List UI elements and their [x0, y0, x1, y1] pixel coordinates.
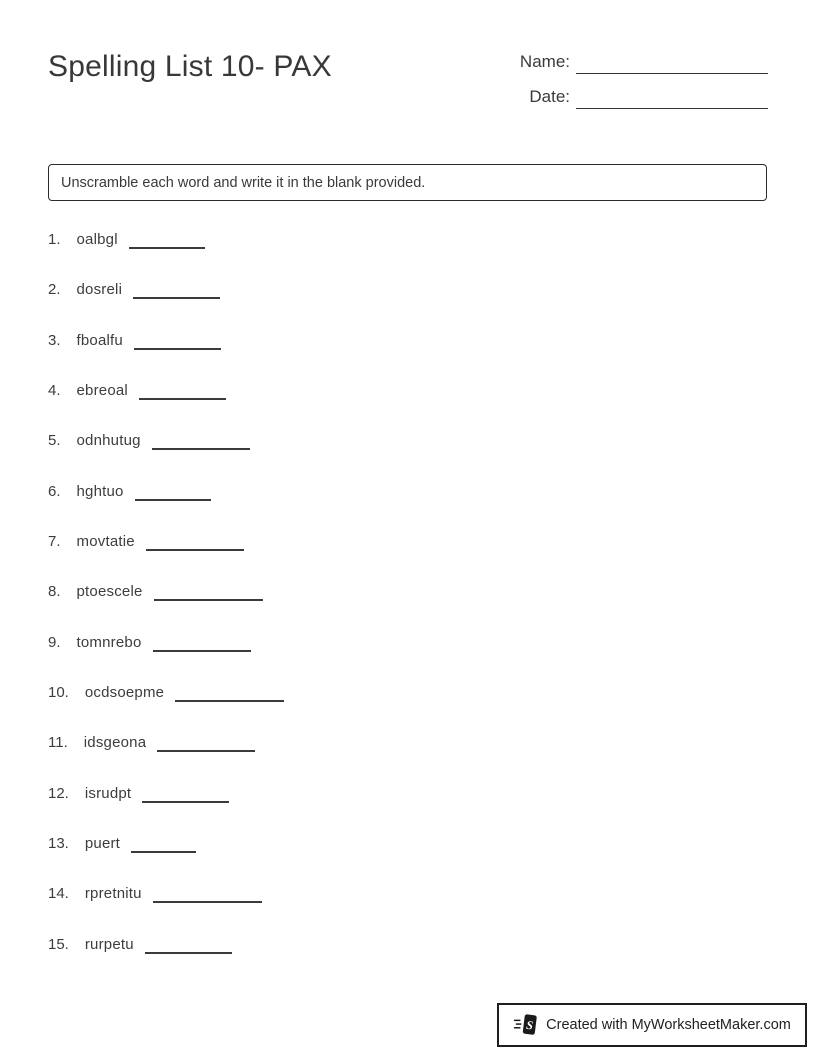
scrambled-word: hghtuo: [76, 482, 124, 500]
instruction-text: Unscramble each word and write it in the blank provided.: [61, 174, 426, 191]
list-item: [48, 330, 776, 380]
item-number: 3.: [48, 331, 61, 349]
item-number: 1.: [48, 231, 61, 248]
item-number: 8.: [48, 583, 61, 601]
answer-blank[interactable]: [145, 938, 232, 954]
item-number: 4.: [48, 382, 61, 400]
date-blank-line[interactable]: [576, 87, 768, 109]
scrambled-word: movtatie: [76, 533, 135, 551]
scrambled-word: idsgeona: [83, 734, 147, 752]
list-item: [48, 883, 776, 933]
answer-blank[interactable]: [153, 887, 262, 903]
scrambled-word: rpretnitu: [84, 885, 142, 903]
item-number: 6.: [48, 482, 61, 500]
name-row: [508, 52, 768, 74]
item-number: 13.: [48, 835, 69, 853]
answer-blank[interactable]: [133, 283, 220, 299]
item-number: 7.: [48, 533, 61, 551]
page-title: Spelling List 10- PAX: [48, 50, 332, 83]
answer-blank[interactable]: [139, 384, 226, 400]
scrambled-word: ocdsoepme: [84, 684, 165, 702]
word-list: [48, 229, 776, 984]
scrambled-word: ebreoal: [76, 382, 128, 400]
list-item: [48, 581, 776, 631]
list-item: [48, 531, 776, 581]
answer-blank[interactable]: [157, 736, 255, 752]
answer-blank[interactable]: [153, 636, 251, 652]
item-number: 14.: [48, 885, 69, 903]
scrambled-word: rurpetu: [84, 935, 134, 953]
list-item: [48, 279, 776, 329]
scrambled-word: puert: [84, 835, 121, 853]
answer-blank[interactable]: [131, 837, 196, 853]
list-item: [48, 732, 776, 782]
answer-blank[interactable]: [146, 535, 244, 551]
scrambled-word: ptoescele: [76, 583, 143, 601]
list-item: [48, 481, 776, 531]
scrambled-word: tomnrebo: [76, 633, 142, 651]
answer-blank[interactable]: [135, 485, 211, 501]
item-number: 9.: [48, 633, 61, 651]
answer-blank[interactable]: [175, 686, 284, 702]
worksheet-logo-icon: [513, 1012, 539, 1038]
answer-blank[interactable]: [142, 787, 229, 803]
list-item: [48, 783, 776, 833]
answer-blank[interactable]: [129, 233, 205, 249]
name-blank-line[interactable]: [576, 52, 768, 74]
answer-blank[interactable]: [154, 585, 263, 601]
scrambled-word: dosreli: [76, 281, 123, 299]
item-number: 10.: [48, 684, 69, 702]
scrambled-word: oalbgl: [76, 231, 118, 248]
answer-blank[interactable]: [134, 334, 221, 350]
list-item: [48, 833, 776, 883]
list-item: [48, 934, 776, 984]
date-row: [508, 87, 768, 109]
date-label: Date:: [529, 87, 570, 106]
scrambled-word: odnhutug: [76, 432, 141, 450]
name-label: Name:: [519, 52, 570, 71]
list-item: [48, 430, 776, 480]
item-number: 15.: [48, 935, 69, 953]
item-number: 5.: [48, 432, 61, 450]
footer-credit-badge: [497, 1003, 807, 1047]
item-number: 11.: [48, 734, 68, 752]
item-number: 12.: [48, 784, 69, 802]
answer-blank[interactable]: [152, 434, 250, 450]
list-item: [48, 229, 776, 279]
instruction-box: [48, 164, 767, 201]
item-number: 2.: [48, 281, 61, 299]
list-item: [48, 380, 776, 430]
list-item: [48, 682, 776, 732]
footer-credit-text: Created with MyWorksheetMaker.com: [546, 1017, 791, 1033]
scrambled-word: isrudpt: [84, 784, 132, 802]
svg-text:S: S: [525, 1017, 535, 1033]
list-item: [48, 632, 776, 682]
name-date-block: [508, 52, 768, 109]
scrambled-word: fboalfu: [76, 331, 123, 349]
